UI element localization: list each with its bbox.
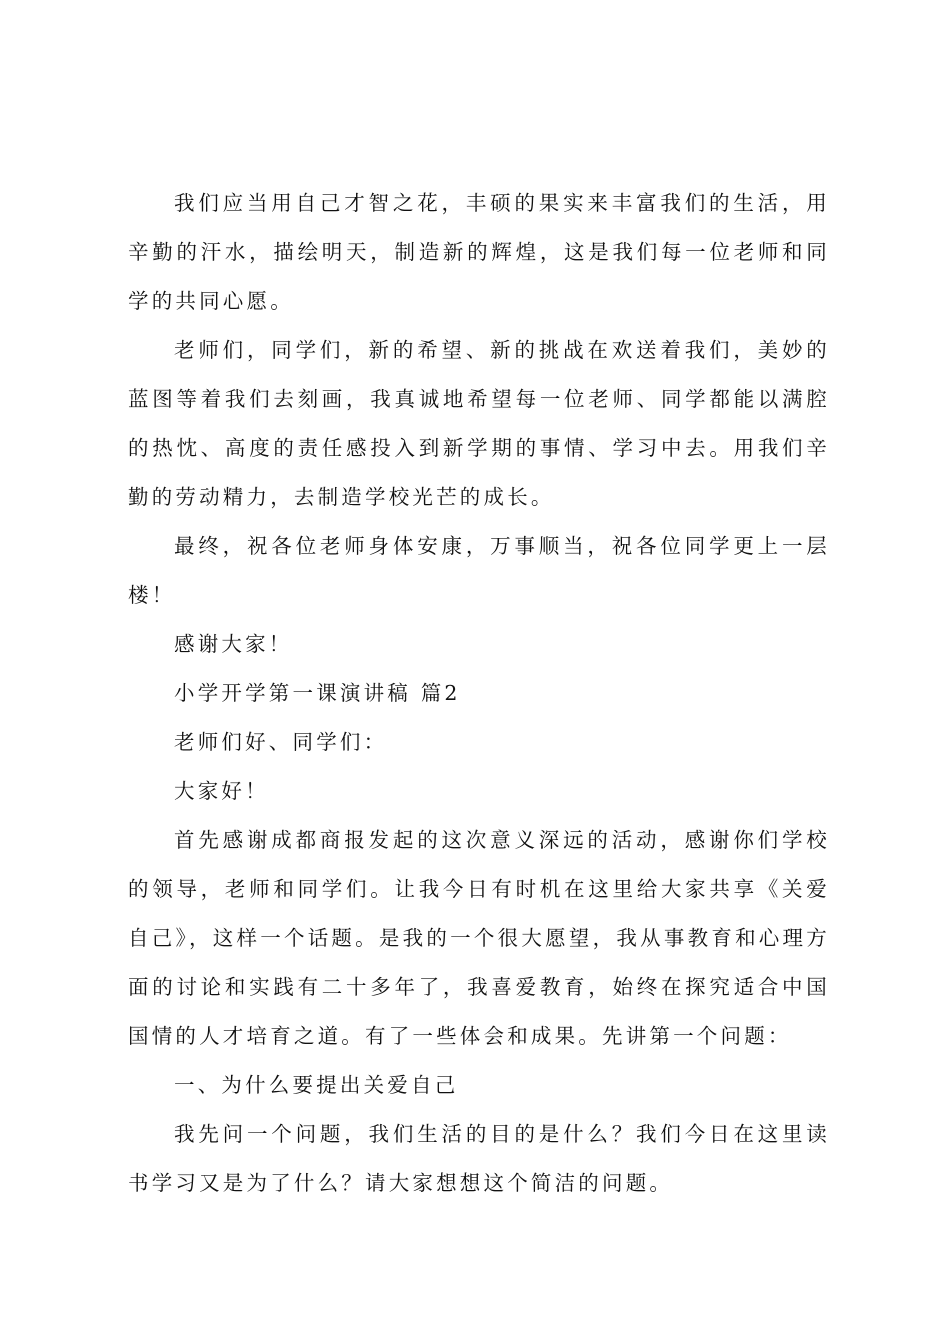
paragraph-new-hopes: 老师们，同学们，新的希望、新的挑战在欢送着我们，美妙的蓝图等着我们去刻画，我真诚地希望每一位老师、同学都能以满腔的热忱、高度的责任感投入到新学期的事情、学习中去。用我们辛勤的劳动精力，去制造学校光芒的成长。: [128, 338, 830, 509]
paragraph-thanks: 感谢大家！: [174, 632, 293, 656]
subheading-why-care-for-yourself: 一、为什么要提出关爱自己: [174, 1073, 459, 1097]
paragraph-introduction: 首先感谢成都商报发起的这次意义深远的活动，感谢你们学校的领导，老师和同学们。让我今日有时机在这里给大家共享《关爱自己》，这样一个话题。是我的一个很大愿望，我从事教育和心理方面的讨论和实践有二十多年了，我喜爱教育，始终在探究适合中国国情的人才培育之道。有了一些体会和成果。先讲第一个问题：: [128, 828, 830, 1048]
paragraph-creating-brilliance: 我们应当用自己才智之花，丰硕的果实来丰富我们的生活，用辛勤的汗水，描绘明天，制造新的辉煌，这是我们每一位老师和同学的共同心愿。: [128, 191, 830, 313]
document-body: [128, 179, 830, 1208]
section-title: 小学开学第一课演讲稿 篇2: [174, 681, 461, 705]
paragraph-final-wishes: 最终，祝各位老师身体安康，万事顺当，祝各位同学更上一层楼！: [128, 534, 830, 607]
greeting-everyone: 大家好！: [174, 779, 269, 803]
greeting-teachers-students: 老师们好、同学们：: [174, 730, 388, 754]
paragraph-question: 我先问一个问题，我们生活的目的是什么？我们今日在这里读书学习又是为了什么？请大家想想这个简洁的问题。: [128, 1122, 830, 1195]
